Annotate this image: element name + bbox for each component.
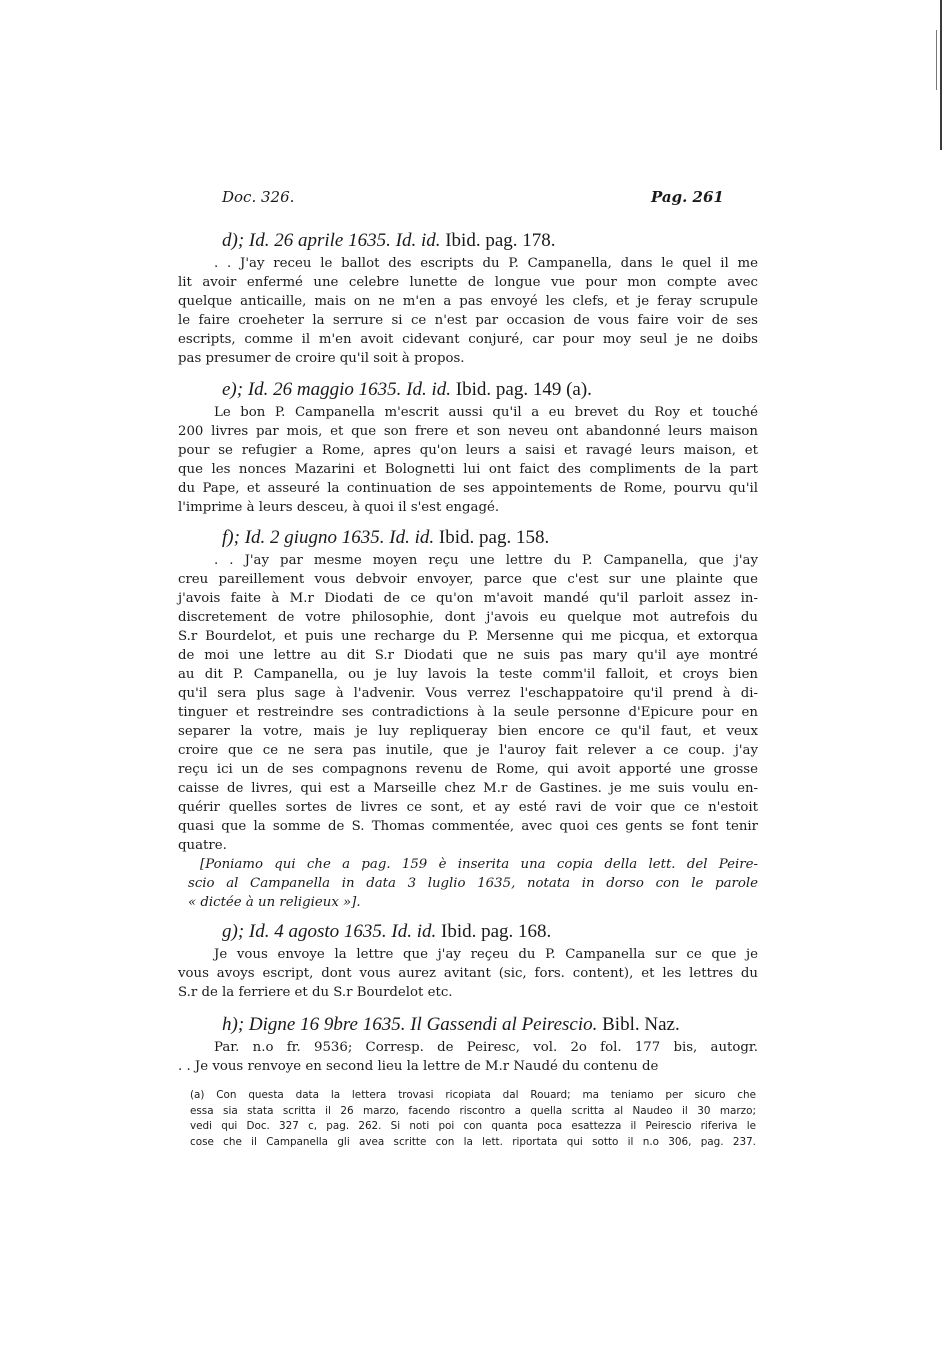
entry-heading	[178, 527, 758, 549]
heading-idid: Id. id.	[406, 379, 452, 400]
text-line: S.r de la ferriere et du S.r Bourdelot etc.	[178, 985, 453, 1000]
text-line: creu pareillement vous debvoir envoyer, parce que c'est sur une plainte que	[178, 572, 758, 587]
note-line: « dictée à un religieux »].	[188, 895, 361, 910]
heading-rest: Ibid. pag. 158.	[438, 527, 550, 548]
heading-label: e);	[222, 379, 244, 400]
text-line: Je vous envoye la lettre que j'ay reçeu du P. Campanella sur ce que je	[214, 947, 758, 962]
text-line: quelque anticaille, mais on ne m'en a pas envoyé les clefs, et je feray scrupule	[178, 294, 758, 309]
text-line: caisse de livres, qui est a Marseille chez M.r de Gastines. je me suis voulu en-	[178, 781, 758, 796]
heading-idid: Id. id.	[389, 527, 435, 548]
text-line: quasi que la somme de S. Thomas commentée, avec quoi ces gents se font tenir	[178, 819, 758, 834]
heading-label: f);	[222, 527, 240, 548]
text-line: . . J'ay par mesme moyen reçu une lettre du P. Campanella, que j'ay	[214, 553, 758, 568]
entry-heading	[178, 921, 758, 943]
page-number: Pag. 261	[651, 188, 724, 206]
note-line: scio al Campanella in data 3 luglio 1635, notata in dorso con le parole	[188, 876, 758, 891]
text-line: l'imprime à leurs desceu, à quoi il s'est engagé.	[178, 500, 500, 515]
entry-section	[178, 527, 758, 912]
text-line: separer la votre, mais je luy repliqueray bien encore ce qu'il faut, et veux	[178, 724, 758, 739]
heading-label: g);	[222, 921, 245, 942]
heading-rest: Ibid. pag. 178.	[445, 230, 556, 251]
text-line: vous avoys escript, dont vous aurez avitant (sic, fors. content), et les lettres du	[178, 966, 758, 981]
heading-date: Id. 26 aprile 1635.	[248, 230, 391, 251]
heading-label: h);	[222, 1014, 245, 1035]
heading-idid: Id. id.	[395, 230, 441, 251]
heading-idid: Id. id.	[391, 921, 437, 942]
text-line: tinguer et restreindre ses contradictions à la seule personne d'Epicure pour en	[178, 705, 758, 720]
entry-section	[178, 921, 758, 1002]
text-line: 200 livres par mois, et que son frere et son neveu ont abandonné leurs maison	[178, 424, 758, 439]
text-line: le faire croeheter la serrure si ce n'est par occasion de vous faire voir de ses	[178, 313, 758, 328]
entry-heading	[178, 379, 758, 401]
heading-date: Digne 16 9bre 1635.	[248, 1014, 406, 1035]
heading-rest: Ibid. pag. 149 (a).	[455, 379, 592, 400]
text-line: escripts, comme il m'en avoit cidevant conjuré, car pour moy seul je ne doibs	[178, 332, 758, 347]
text-line: lit avoir enfermé une celebre lunette de longue vue pour mon compte avec	[178, 275, 758, 290]
text-line: . . J'ay receu le ballot des escripts du P. Campanella, dans le quel il me	[214, 256, 758, 271]
entry-body	[178, 403, 758, 517]
doc-number: Doc. 326.	[222, 188, 295, 206]
text-line: croire que ce ne sera pas inutile, que je l'auroy fait relever a ce coup. j'ay	[178, 743, 758, 758]
text-line: quérir quelles sortes de livres ce sont, et ay esté ravi de voir que ce n'estoit	[178, 800, 758, 815]
entry-body	[178, 254, 758, 368]
text-line: du Pape, et asseuré la continuation de ses appointements de Rome, pourvu qu'il	[178, 481, 758, 496]
text-line: reçu ici un de ses compagnons revenu de Rome, qui avoit apporté une grosse	[178, 762, 758, 777]
text-line: qu'il sera plus sage à l'advenir. Vous verrez l'eschappatoire qu'il prend à di-	[178, 686, 758, 701]
footnote-line: (a) Con questa data la lettera trovasi ricopiata dal Rouard; ma teniamo per sicuro che	[190, 1089, 756, 1101]
text-line: S.r Bourdelot, et puis une recharge du P. Mersenne qui me picqua, et extorqua	[178, 629, 758, 644]
text-line: . . Je vous renvoye en second lieu la lettre de M.r Naudé du contenu de	[178, 1059, 659, 1074]
heading-rest: Ibid. pag. 168.	[441, 921, 552, 942]
text-line: pour se refugier a Rome, apres qu'on leurs a saisi et ravagé leurs maison, et	[178, 443, 758, 458]
entry-section	[178, 230, 758, 368]
heading-date: Id. 2 giugno 1635.	[244, 527, 385, 548]
text-line: de moi une lettre au dit S.r Diodati que ne suis pas mary qu'il aye montré	[178, 648, 758, 663]
footnote-line: essa sia stata scritta il 26 marzo, facendo riscontro a quella scritta al Naudeo il 30 marzo;	[190, 1104, 756, 1117]
entry-body	[178, 945, 758, 1002]
footnote-line: vedi qui Doc. 327 c, pag. 262. Si noti poi con quanta poca esattezza il Peirescio riferiva le	[190, 1120, 756, 1132]
heading-idid: Il Gassendi al Peirescio.	[410, 1014, 598, 1035]
entry-heading	[178, 1014, 758, 1036]
entry-heading	[178, 230, 758, 252]
entry-section	[178, 379, 758, 517]
text-line: quatre.	[178, 838, 227, 853]
heading-label: d);	[222, 230, 245, 251]
text-line: j'avois faite à M.r Diodati de ce qu'on m'avoit mandé qu'il parloit assez in-	[178, 591, 758, 606]
text-line: au dit P. Campanella, ou je luy lavois la teste comm'il falloit, et croys bien	[178, 667, 758, 682]
text-line: pas presumer de croire qu'il soit à propos.	[178, 351, 465, 366]
entry-body	[178, 1038, 758, 1076]
text-line: que les nonces Mazarini et Bolognetti lui ont faict des compliments de la part	[178, 462, 758, 477]
text-line: Par. n.o fr. 9536; Corresp. de Peiresc, vol. 2o fol. 177 bis, autogr.	[214, 1040, 758, 1055]
text-line: Le bon P. Campanella m'escrit aussi qu'il a eu brevet du Roy et touché	[214, 405, 758, 420]
text-line: discretement de votre philosophie, dont j'avois eu quelque mot autrefois du	[178, 610, 758, 625]
heading-rest: Bibl. Naz.	[602, 1014, 680, 1035]
note-line: [Poniamo qui che a pag. 159 è inserita una copia della lett. del Peire-	[200, 857, 758, 872]
footnote-line: cose che il Campanella gli avea scritte con la lett. riportata qui sotto il n.o 306, pag. 237.	[190, 1135, 756, 1148]
heading-date: Id. 4 agosto 1635.	[248, 921, 387, 942]
heading-date: Id. 26 maggio 1635.	[247, 379, 402, 400]
editor-note	[178, 855, 758, 912]
entry-body	[178, 551, 758, 855]
entry-section	[178, 1014, 758, 1076]
footnotes	[190, 1088, 756, 1150]
